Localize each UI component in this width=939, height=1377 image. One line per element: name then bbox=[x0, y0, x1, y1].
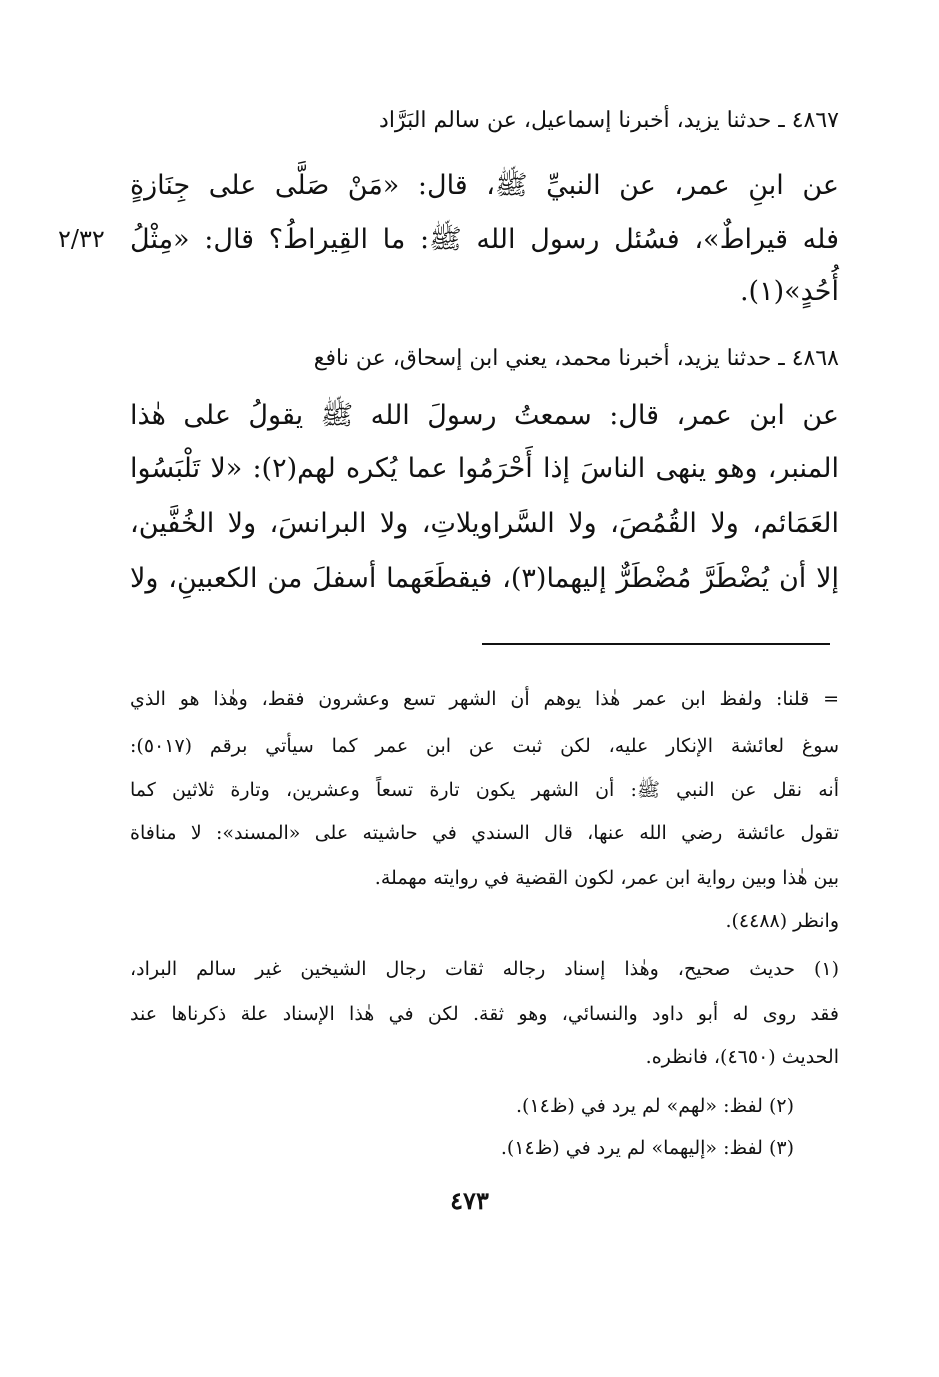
hadith-4868-text-line: العَمَائم، ولا القُمُصَ، ولا السَّراويلاتِ، ولا البرانسَ، ولا الخُفَّين، bbox=[130, 508, 839, 539]
hadith-4867-text-line: أُحُدٍ»(١). bbox=[739, 276, 839, 307]
footnote-line: فقد روى له أبو داود والنسائي، وهو ثقة. لكن في هٰذا الإسناد علة ذكرناها عند bbox=[130, 1003, 839, 1025]
hadith-4867-text-line: عن ابنِ عمر، عن النبيِّ ﷺ، قال: «مَنْ صَلَّى على جِنَازةٍ bbox=[130, 170, 839, 201]
hadith-4867-text-line: فله قيراطٌ»، فسُئل رسول الله ﷺ: ما القِيراطُ؟ قال: «مِثْلُ bbox=[130, 224, 839, 255]
footnote-line: سوغ لعائشة الإنكار عليه، لكن ثبت عن ابن عمر كما سيأتي برقم (٥٠١٧): bbox=[130, 735, 839, 757]
hadith-4868-text-line: إلا أن يُضْطَرَّ مُضْطَرٌّ إليهما(٣)، فيقطَعَهما أسفلَ من الكعبينِ، ولا bbox=[130, 563, 839, 594]
footnote-1: (١) حديث صحيح، وهٰذا إسناد رجاله ثقات رجال الشيخين غير سالم البراد، bbox=[130, 958, 839, 980]
footnote-line: = قلنا: ولفظ ابن عمر هٰذا يوهم أن الشهر تسع وعشرون فقط، وهٰذا هو الذي bbox=[130, 688, 839, 710]
margin-volume-reference: ٢/٣٢ bbox=[58, 225, 105, 253]
footnote-line: الحديث (٤٦٥٠)، فانظره. bbox=[645, 1046, 839, 1068]
footnote-line: بين هٰذا وبين رواية ابن عمر، لكون القضية في روايته مهملة. bbox=[374, 867, 839, 889]
hadith-4867-heading: ٤٨٦٧ ـ حدثنا يزيد، أخبرنا إسماعيل، عن سالم البَرَّاد bbox=[379, 108, 839, 133]
footnote-line: أنه نقل عن النبي ﷺ: أن الشهر يكون تارة تسعاً وعشرين، وتارة ثلاثين كما bbox=[130, 779, 839, 801]
footnote-3: (٣) لفظ: «إليهما» لم يرد في (ظ١٤). bbox=[500, 1137, 794, 1159]
footnote-2: (٢) لفظ: «لهم» لم يرد في (ظ١٤). bbox=[515, 1095, 794, 1117]
footnote-line: تقول عائشة رضي الله عنها، قال السندي في حاشيته على «المسند»: لا منافاة bbox=[130, 822, 839, 844]
page-number: ٤٧٣ bbox=[450, 1186, 489, 1215]
hadith-4868-text-line: المنبر، وهو ينهى الناسَ إذا أَحْرَمُوا عما يُكره لهم(٢): «لا تَلْبَسُوا bbox=[130, 453, 839, 484]
footnote-separator bbox=[482, 643, 830, 645]
footnote-line: وانظر (٤٤٨٨). bbox=[725, 910, 839, 932]
hadith-4868-heading: ٤٨٦٨ ـ حدثنا يزيد، أخبرنا محمد، يعني ابن إسحاق، عن نافع bbox=[313, 346, 839, 371]
hadith-4868-text-line: عن ابن عمر، قال: سمعتُ رسولَ الله ﷺ يقولُ على هٰذا bbox=[130, 400, 839, 431]
